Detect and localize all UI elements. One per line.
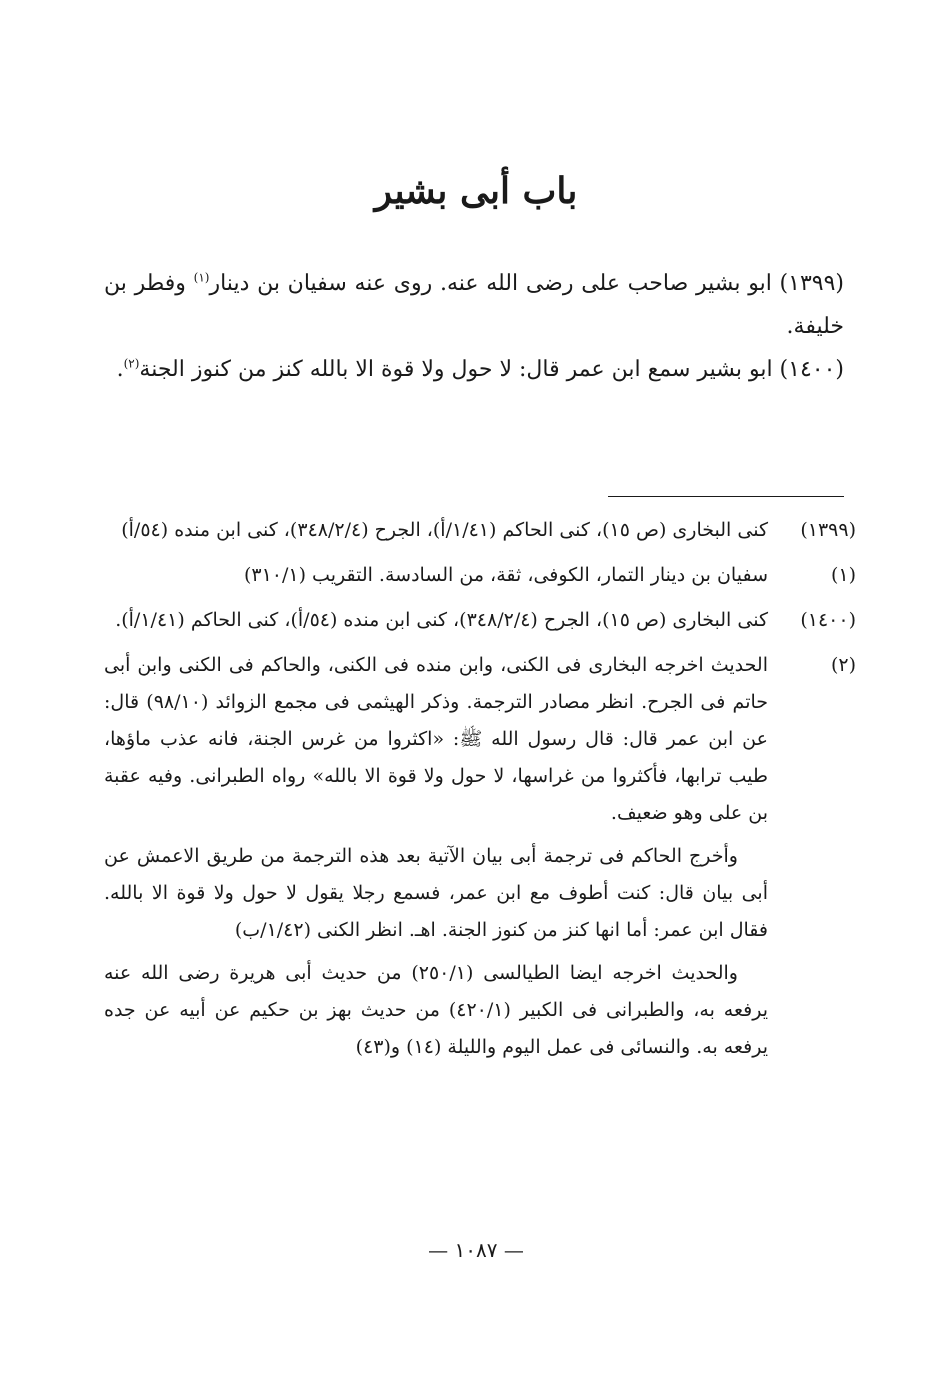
footnote-paragraph: سفيان بن دينار التمار، الكوفى، ثقة، من السادسة. التقريب (٣١٠/١) [243,564,768,586]
footnote-number: (١) [830,564,856,586]
entry-text-continued: . [116,357,124,382]
footnotes-section [104,512,856,1074]
footnote-paragraph: والحديث اخرجه ايضا الطيالسى (٢٥٠/١) من حديث أبى هريرة رضى الله عنه يرفعه به، والطبرانى فى الكبير (٤٢٠/١) من حديث بهز بن حكيم عن أبيه عن جده يرفعه به. والنسائى فى عمل اليوم والليلة (١٤) و(٤٣) [104,962,768,1058]
entry-text-continued: وفطر بن خليفة. [104,271,844,339]
footnote-paragraph: الحديث اخرجه البخارى فى الكنى، وابن منده فى الكنى، والحاكم فى الكنى وابن أبى حاتم فى الجرح. انظر مصادر الترجمة. وذكر الهيثمى فى مجمع الزوائد (٩٨/١٠) قال: عن ابن عمر قال: قال رسول الله ﷺ: «اكثروا من غرس الجنة، فانه عذب ماؤها، طيب ترابها، فأكثروا من غراسها، لا حول ولا قوة الا بالله» رواه الطبرانى. وفيه عقبة بن على وهو ضعيف. [104,654,769,824]
chapter-title: باب أبى بشير [374,170,578,212]
footnote-paragraph: كنى البخارى (ص ١٥)، كنى الحاكم (١/٤١/أ)، الجرح (٣٤٨/٢/٤)، كنى ابن منده (٥٤/أ) [121,519,768,541]
footnote-ref: (٢) [123,356,140,371]
entry-text: (١٤٠٠) ابو بشير سمع ابن عمر قال: لا حول ولا قوة الا بالله كنز من كنوز الجنة [139,357,844,382]
footnote-2 [104,647,856,1072]
footnote-ref: (١) [193,270,210,285]
footnote-1 [104,557,856,600]
footnote-1399 [104,512,856,555]
footnote-number: (١٤٠٠) [800,609,856,631]
footnote-paragraph: وأخرج الحاكم فى ترجمة أبى بيان الآتية بعد هذه الترجمة من طريق الاعمش عن أبى بيان قال: كنت أطوف مع ابن عمر، فسمع رجلا يقول لا حول ولا قوة الا بالله. فقال ابن عمر: أما انها كنز من كنوز الجنة. اهـ. انظر الكنى (١/٤٢/ب) [104,845,768,941]
footnote-number: (٢) [830,654,856,676]
footnote-body [104,602,768,645]
footnote-body [104,512,768,555]
footnote-body [104,557,768,600]
entry-1400 [104,348,844,391]
page-number: — ١٠٨٧ — [428,1238,524,1262]
entry-text: (١٣٩٩) ابو بشير صاحب على رضى الله عنه. روى عنه سفيان بن دينار [209,271,844,296]
footnote-body [104,647,768,1072]
footnote-number: (١٣٩٩) [800,519,856,541]
footnote-1400 [104,602,856,645]
footnote-divider [608,496,844,497]
entry-1399 [104,262,844,348]
footnote-paragraph: كنى البخارى (ص ١٥)، الجرح (٣٤٨/٢/٤)، كنى ابن منده (٥٤/أ)، كنى الحاكم (١/٤١/أ). [115,609,768,631]
main-text [104,262,844,391]
